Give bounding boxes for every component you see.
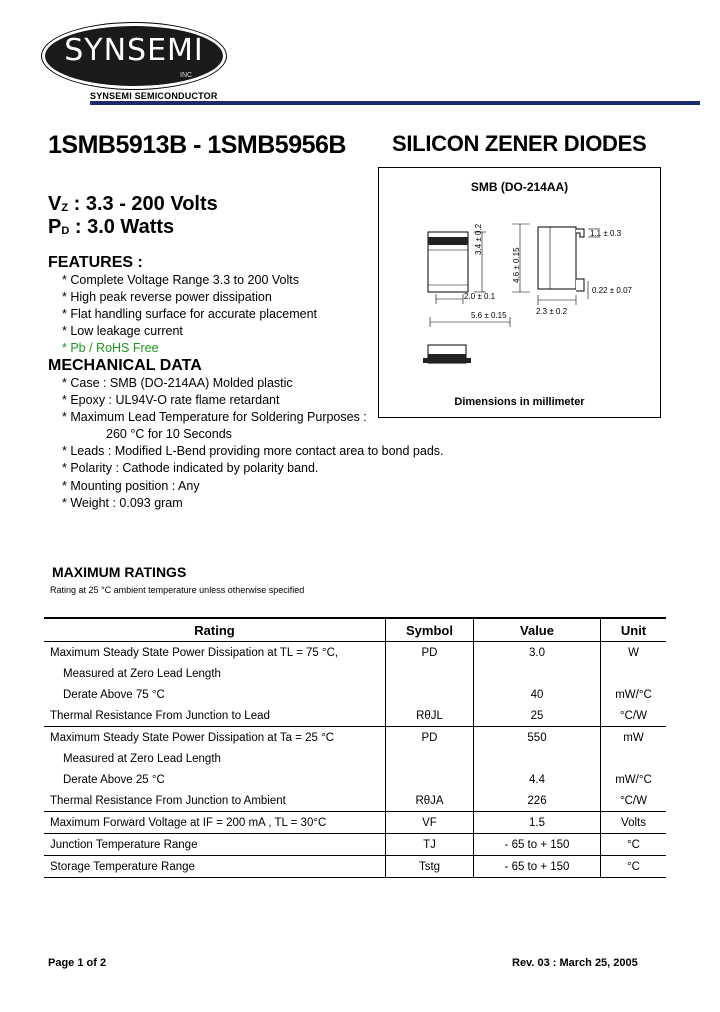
- dim-lead-w: 2.0 ± 0.1: [464, 292, 496, 301]
- dim-overall: 5.6 ± 0.15: [471, 311, 507, 320]
- cell-value: 1.5: [474, 812, 601, 834]
- table-row: [44, 705, 666, 727]
- cell-rating: Measured at Zero Lead Length: [63, 667, 221, 680]
- mech-item: 260 °C for 10 Seconds: [106, 427, 232, 442]
- cell-rating: Measured at Zero Lead Length: [63, 752, 221, 765]
- header-rule: [90, 101, 700, 105]
- table-row: [44, 642, 666, 664]
- part-range: 1SMB5913B - 1SMB5956B: [48, 131, 346, 159]
- cell-unit: [601, 748, 667, 769]
- cell-symbol: [386, 684, 474, 705]
- cell-value: 3.0: [474, 642, 601, 664]
- cell-rating: Derate Above 25 °C: [63, 773, 165, 786]
- cathode-band: [428, 237, 468, 245]
- col-unit: Unit: [601, 618, 667, 642]
- cell-unit: °C/W: [601, 705, 667, 727]
- table-row: [44, 856, 666, 878]
- cell-unit: °C: [601, 856, 667, 878]
- cell-value: 550: [474, 727, 601, 749]
- product-type: SILICON ZENER DIODES: [392, 131, 647, 156]
- table-row: [44, 790, 666, 812]
- spec-pd-text: : 3.0 Watts: [69, 216, 175, 238]
- spec-vz-symbol: V: [48, 193, 62, 215]
- cell-unit: mW/°C: [601, 769, 667, 790]
- spec-pd-sub: D: [61, 225, 70, 237]
- cell-symbol: [386, 663, 474, 684]
- cell-symbol: Tstg: [386, 856, 474, 878]
- col-value: Value: [474, 618, 601, 642]
- logo-inc: INC: [180, 72, 193, 79]
- mech-item: * Mounting position : Any: [62, 478, 200, 493]
- cell-unit: [601, 663, 667, 684]
- table-row: [44, 748, 666, 769]
- features-title: FEATURES :: [48, 254, 143, 271]
- cell-value: [474, 663, 601, 684]
- col-rating: Rating: [44, 618, 386, 642]
- cell-value: 40: [474, 684, 601, 705]
- cell-value: - 65 to + 150: [474, 834, 601, 856]
- cell-value: 25: [474, 705, 601, 727]
- mechanical-title: MECHANICAL DATA: [48, 357, 202, 374]
- mech-item: * Weight : 0.093 gram: [62, 495, 183, 510]
- cell-unit: °C: [601, 834, 667, 856]
- cell-symbol: RθJA: [386, 790, 474, 812]
- cell-rating: Thermal Resistance From Junction to Lead: [50, 709, 270, 722]
- spec-vz-sub: Z: [61, 202, 69, 214]
- table-row: [44, 727, 666, 749]
- ratings-table: [44, 617, 666, 878]
- cell-value: [474, 748, 601, 769]
- spec-pd: [48, 216, 174, 239]
- ratings-title: MAXIMUM RATINGS: [52, 564, 187, 580]
- mech-item: * Leads : Modified L-Bend providing more contact area to bond pads.: [62, 444, 444, 459]
- table-row: [44, 684, 666, 705]
- mech-item: * Maximum Lead Temperature for Soldering Purposes :: [62, 410, 367, 425]
- features-list: [62, 272, 317, 357]
- dim-side: 2.3 ± 0.2: [536, 307, 568, 316]
- table-row: [44, 812, 666, 834]
- cell-rating: Maximum Steady State Power Dissipation at TL = 75 °C,: [44, 642, 386, 664]
- cell-unit: Volts: [601, 812, 667, 834]
- feature-item: * Complete Voltage Range 3.3 to 200 Volts: [62, 273, 299, 287]
- cell-symbol: [386, 769, 474, 790]
- dim-lead-t: 1.1 ± 0.3: [590, 229, 622, 238]
- mech-item: * Epoxy : UL94V-O rate flame retardant: [62, 393, 280, 408]
- cell-unit: mW/°C: [601, 684, 667, 705]
- company-name: SYNSEMI SEMICONDUCTOR: [90, 91, 218, 101]
- revision: Rev. 03 : March 25, 2005: [512, 957, 638, 969]
- cell-symbol: TJ: [386, 834, 474, 856]
- page-number: Page 1 of 2: [48, 957, 107, 969]
- spec-pd-symbol: P: [48, 216, 62, 238]
- package-title: SMB (DO-214AA): [470, 180, 569, 194]
- cell-unit: W: [601, 642, 667, 664]
- table-row: [44, 834, 666, 856]
- cell-rating: Maximum Steady State Power Dissipation at Ta = 25 °C: [44, 727, 386, 749]
- cell-symbol: PD: [386, 727, 474, 749]
- dim-thick: 0.22 ± 0.07: [592, 286, 632, 295]
- cell-value: 4.4: [474, 769, 601, 790]
- feature-item: * Low leakage current: [62, 324, 183, 339]
- spec-vz: [48, 193, 218, 216]
- table-row: [44, 769, 666, 790]
- cell-unit: mW: [601, 727, 667, 749]
- cell-value: - 65 to + 150: [474, 856, 601, 878]
- feature-item: * Flat handling surface for accurate placement: [62, 307, 317, 322]
- cell-symbol: PD: [386, 642, 474, 664]
- cell-symbol: [386, 748, 474, 769]
- cell-value: 226: [474, 790, 601, 812]
- feature-rohs: * Pb / RoHS Free: [62, 341, 159, 356]
- spec-vz-text: : 3.3 - 200 Volts: [68, 193, 218, 215]
- table-row: [44, 663, 666, 684]
- cell-rating: Derate Above 75 °C: [63, 688, 165, 701]
- logo-text: SYNSEMI: [64, 33, 204, 68]
- cell-rating: Storage Temperature Range: [44, 856, 386, 878]
- mech-item: * Case : SMB (DO-214AA) Molded plastic: [62, 376, 293, 390]
- cell-unit: °C/W: [601, 790, 667, 812]
- ratings-note: Rating at 25 °C ambient temperature unless otherwise specified: [50, 585, 305, 595]
- cell-rating: Thermal Resistance From Junction to Ambient: [50, 794, 286, 807]
- cell-symbol: RθJL: [386, 705, 474, 727]
- col-symbol: Symbol: [386, 618, 474, 642]
- mech-item: * Polarity : Cathode indicated by polarity band.: [62, 461, 319, 476]
- dim-height: 3.4 ± 0.2: [474, 223, 483, 255]
- cell-rating: Junction Temperature Range: [44, 834, 386, 856]
- feature-item: * High peak reverse power dissipation: [62, 290, 272, 305]
- dim-body-len: 4.6 ± 0.15: [512, 247, 521, 283]
- cell-symbol: VF: [386, 812, 474, 834]
- dimensions-caption: Dimensions in millimeter: [454, 396, 585, 408]
- cell-rating: Maximum Forward Voltage at IF = 200 mA , TL = 30°C: [44, 812, 386, 834]
